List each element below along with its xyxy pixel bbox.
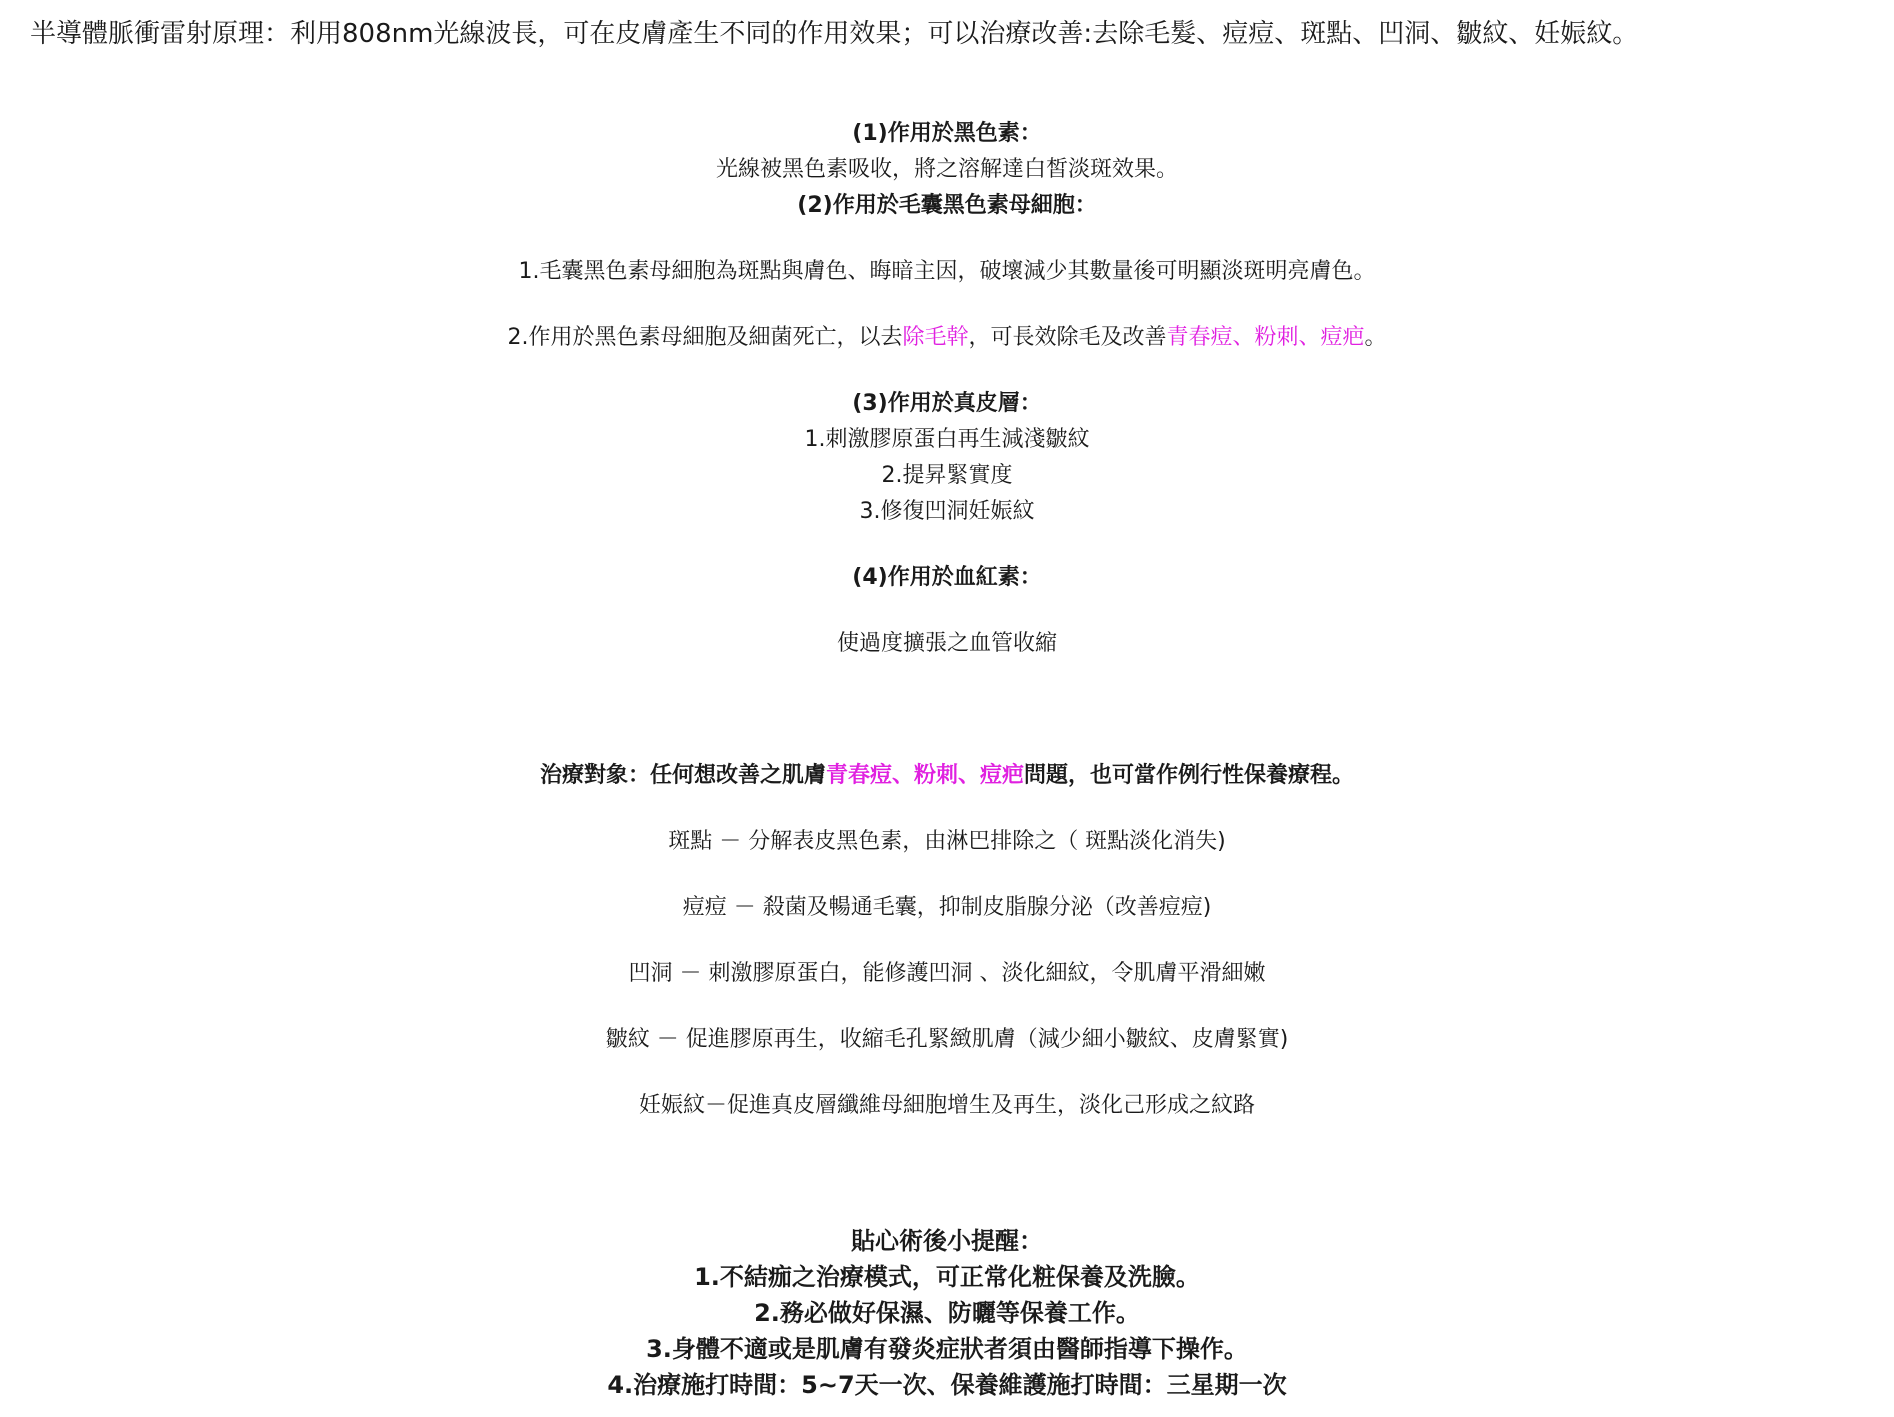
section3-item: 1.刺激膠原蛋白再生減淺皺紋 (804, 427, 1090, 452)
target-item: 妊娠紋－促進真皮層纖維母細胞增生及再生，淡化己形成之紋路 (638, 1093, 1255, 1118)
section1-text: 光線被黑色素吸收，將之溶解達白皙淡斑效果。 (715, 157, 1178, 182)
section2-item2-part-c: ，可長效除毛及改善 (968, 325, 1167, 350)
section3-item: 2.提昇緊實度 (881, 463, 1013, 488)
section2-item1: 1.毛囊黑色素母細胞為斑點與膚色、晦暗主因，破壞減少其數量後可明顯淡斑明亮膚色。 (518, 259, 1376, 284)
section2-title: (2)作用於毛囊黑色素母細胞： (797, 193, 1097, 218)
section4-text: 使過度擴張之血管收縮 (836, 631, 1057, 656)
section2-item2-part-a: 2.作用於黑色素母細胞及細菌死亡，以去 (507, 325, 903, 350)
targets-heading-part-a: 治療對象：任何想改善之肌膚 (539, 763, 826, 788)
target-item: 凹洞 － 刺激膠原蛋白，能修護凹洞 、淡化細紋，令肌膚平滑細嫩 (628, 961, 1266, 986)
section4-title: (4)作用於血紅素： (852, 565, 1042, 590)
target-item: 痘痘 － 殺菌及暢通毛囊，抑制皮脂腺分泌（改善痘痘) (682, 895, 1212, 920)
targets-heading-part-c: 問題，也可當作例行性保養療程。 (1024, 763, 1355, 788)
section2-item2-highlight-hair: 除毛幹 (902, 325, 969, 350)
section2-item2 (0, 322, 1894, 354)
intro-paragraph: 半導體脈衝雷射原理：利用808nm光線波長，可在皮膚產生不同的作用效果；可以治療改善:去除毛髮、痘痘、斑點、凹洞、皺紋、妊娠紋。 (30, 19, 1639, 49)
reminder-item: 1.不結痂之治療模式，可正常化粧保養及洗臉。 (694, 1263, 1200, 1291)
reminder-item: 2.務必做好保濕、防曬等保養工作。 (754, 1299, 1140, 1327)
reminder-item: 3.身體不適或是肌膚有發炎症狀者須由醫師指導下操作。 (646, 1335, 1248, 1363)
targets-heading-highlight: 青春痘、粉刺、痘疤 (825, 763, 1024, 788)
section3-title: (3)作用於真皮層： (852, 391, 1042, 416)
reminder-item: 4.治療施打時間：5~7天一次、保養維護施打時間：三星期一次 (607, 1371, 1287, 1399)
target-item: 皺紋 － 促進膠原再生，收縮毛孔緊緻肌膚（減少細小皺紋、皮膚緊實) (605, 1027, 1289, 1052)
target-item: 斑點 － 分解表皮黑色素，由淋巴排除之（ 斑點淡化消失) (668, 829, 1226, 854)
section2-item2-part-e: 。 (1364, 325, 1387, 350)
section2-item2-highlight-acne: 青春痘、粉刺、痘疤 (1166, 325, 1365, 350)
reminders-title: 貼心術後小提醒： (851, 1227, 1043, 1255)
targets-heading (0, 760, 1894, 792)
section3-item: 3.修復凹洞妊娠紋 (859, 499, 1035, 524)
section1-title: (1)作用於黑色素： (852, 121, 1042, 146)
